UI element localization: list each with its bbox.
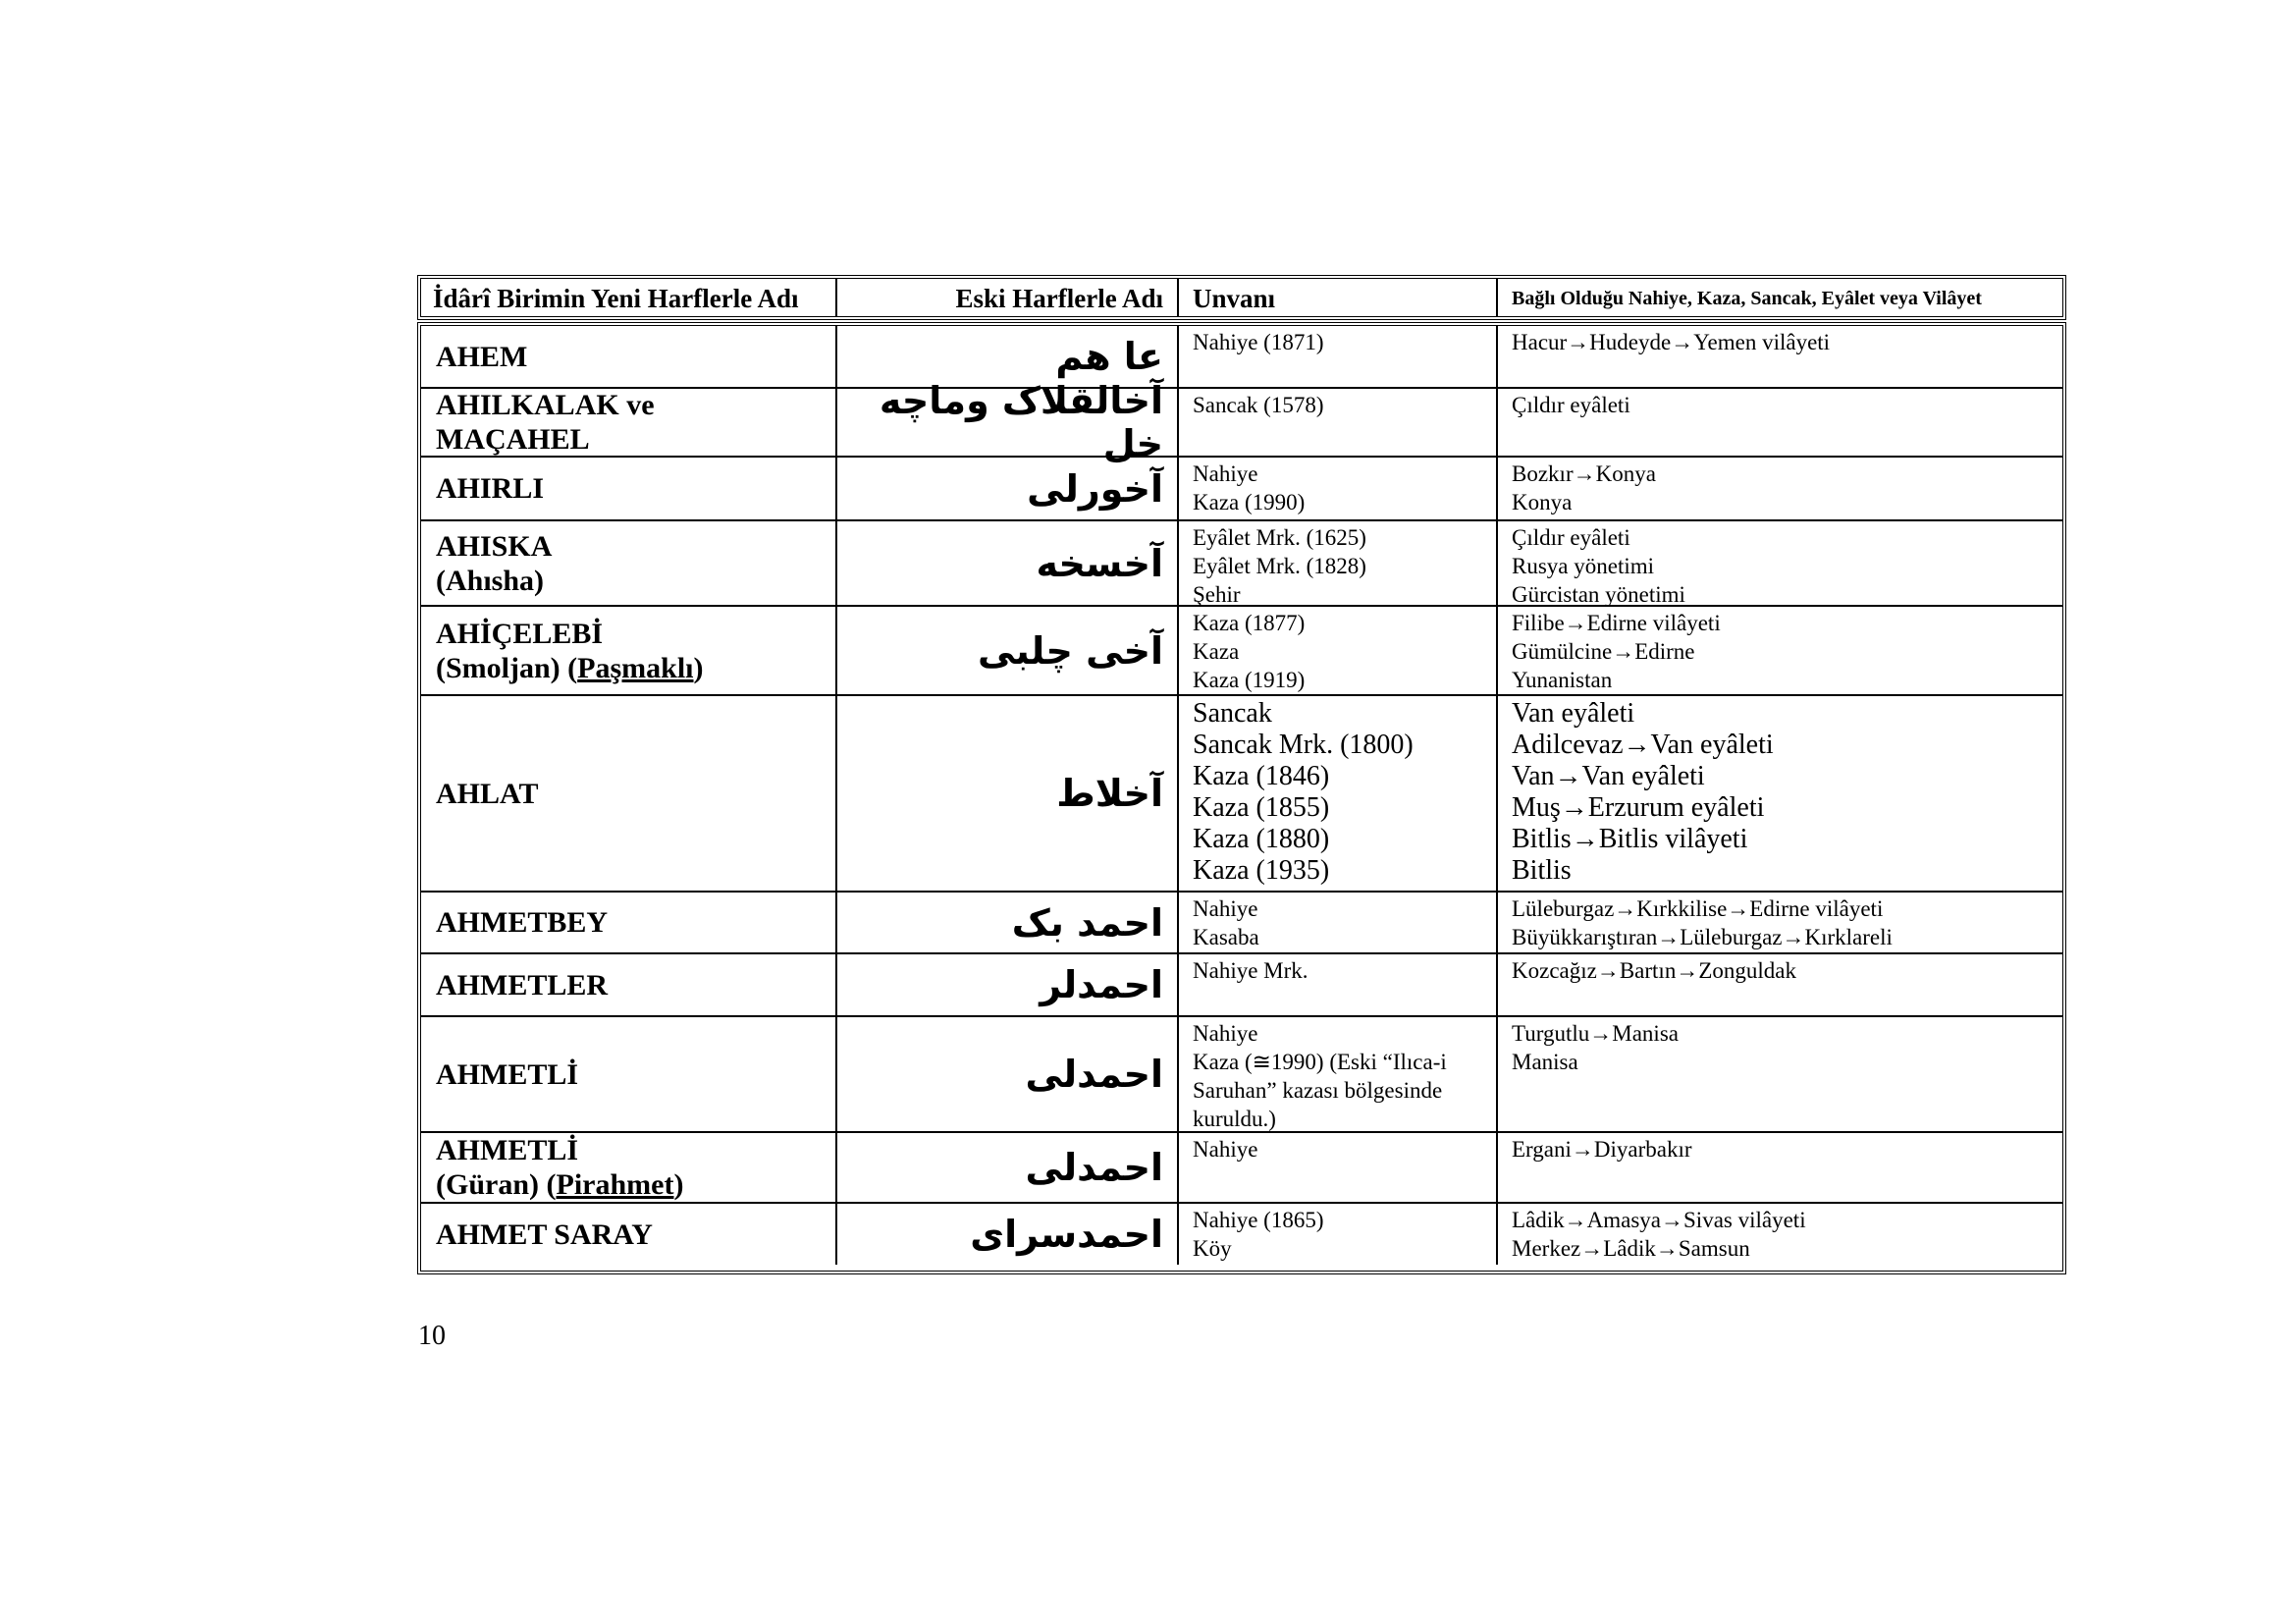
affiliation-cell xyxy=(1498,1017,2062,1131)
table-body xyxy=(417,322,2066,1274)
name-line: AHMETLİ xyxy=(436,1057,579,1091)
name-line: AHMETLER xyxy=(436,968,609,1001)
old-name-cell xyxy=(837,954,1179,1015)
header-new-name: İdârî Birimin Yeni Harflerle Adı xyxy=(421,279,837,316)
name-line: AHMETLİ xyxy=(436,1134,579,1166)
ottoman-script-name: آخی چلبی xyxy=(978,628,1163,673)
header-title: Unvanı xyxy=(1179,279,1498,316)
page-number: 10 xyxy=(418,1321,446,1351)
ottoman-script-name: احمدلی xyxy=(1025,1146,1163,1189)
affiliation-line: Konya xyxy=(1512,490,1573,514)
title-line: Nahiye xyxy=(1193,1137,1258,1162)
name-line: AHISKA xyxy=(436,529,553,563)
name-line: AHIRLI xyxy=(436,472,545,505)
table-row xyxy=(421,1017,2062,1133)
table-row xyxy=(421,326,2062,389)
affiliation-line: Gümülcine→Edirne xyxy=(1512,639,1695,664)
affiliation-line: Çıldır eyâleti xyxy=(1512,393,1630,417)
ottoman-script-name: آخسخه xyxy=(1036,541,1163,585)
ottoman-script-name: آخالقلاک وماچه خل xyxy=(879,379,1163,465)
title-cell xyxy=(1179,1133,1498,1202)
title-cell xyxy=(1179,326,1498,387)
old-name-cell xyxy=(837,458,1179,519)
old-name-cell xyxy=(837,521,1179,605)
affiliation-line: Van→Van eyâleti xyxy=(1512,761,1705,791)
new-name-cell xyxy=(421,696,837,891)
name-line: AHLAT xyxy=(436,777,539,810)
alt-name-line xyxy=(436,1167,835,1202)
new-name-cell xyxy=(421,607,837,694)
old-name-cell xyxy=(837,1133,1179,1202)
new-name-cell xyxy=(421,1133,837,1202)
affiliation-line: Adilcevaz→Van eyâleti xyxy=(1512,730,1774,760)
affiliation-line: Merkez→Lâdik→Samsun xyxy=(1512,1236,1750,1261)
old-name-cell xyxy=(837,893,1179,952)
old-name-cell xyxy=(837,1017,1179,1131)
affiliation-line: Turgutlu→Manisa xyxy=(1512,1021,1679,1046)
affiliation-line: Bitlis→Bitlis vilâyeti xyxy=(1512,824,1748,854)
new-name-cell xyxy=(421,326,837,387)
affiliation-cell xyxy=(1498,1204,2062,1265)
title-line: Kaza (1855) xyxy=(1193,792,1330,823)
new-name-cell xyxy=(421,893,837,952)
ottoman-script-name: احمد بک xyxy=(1011,900,1163,945)
new-name-cell xyxy=(421,389,837,456)
old-name-cell xyxy=(837,607,1179,694)
alt-name-suffix: ) xyxy=(673,1168,684,1201)
table-row xyxy=(421,696,2062,893)
affiliation-line: Rusya yönetimi xyxy=(1512,554,1655,578)
table-row xyxy=(421,893,2062,954)
table-row xyxy=(421,379,2062,465)
title-cell xyxy=(1179,607,1498,694)
table-row xyxy=(421,1133,2062,1204)
name-line: AHMET SARAY xyxy=(436,1218,653,1251)
table-row xyxy=(421,607,2062,696)
name-line: AHİÇELEBİ xyxy=(436,617,604,650)
title-line: Kaza (1877) xyxy=(1193,611,1306,635)
title-line: Kaza (≅1990) (Eski “Ilıca-i xyxy=(1193,1050,1447,1074)
old-name-cell xyxy=(837,326,1179,387)
alt-name-prefix: (Smoljan) ( xyxy=(436,651,578,684)
title-line: Şehir xyxy=(1193,582,1241,607)
title-cell xyxy=(1179,954,1498,1015)
affiliation-cell xyxy=(1498,1133,2062,1202)
title-line: Eyâlet Mrk. (1625) xyxy=(1193,525,1366,550)
header-row xyxy=(421,279,2062,316)
title-cell xyxy=(1179,696,1498,891)
old-name-cell xyxy=(837,1204,1179,1265)
affiliation-line: Filibe→Edirne vilâyeti xyxy=(1512,611,1721,635)
affiliation-line: Gürcistan yönetimi xyxy=(1512,582,1685,607)
title-line: Nahiye (1865) xyxy=(1193,1208,1324,1232)
name-line: (Ahısha) xyxy=(436,564,545,597)
old-name-cell xyxy=(837,379,1179,465)
affiliation-line: Çıldır eyâleti xyxy=(1512,525,1630,550)
table-row xyxy=(421,954,2062,1017)
title-cell xyxy=(1179,458,1498,519)
title-cell xyxy=(1179,1204,1498,1265)
table-row xyxy=(421,458,2062,521)
title-line: Kaza (1990) xyxy=(1193,490,1306,514)
title-cell xyxy=(1179,521,1498,605)
name-line: AHEM xyxy=(436,340,528,373)
title-cell xyxy=(1179,893,1498,952)
affiliation-cell xyxy=(1498,521,2062,605)
alt-name-line xyxy=(436,651,835,685)
affiliation-line: Van eyâleti xyxy=(1512,698,1635,729)
affiliation-cell xyxy=(1498,389,2062,456)
affiliation-line: Yunanistan xyxy=(1512,668,1613,692)
title-line: Sancak xyxy=(1193,698,1272,729)
affiliation-line: Lâdik→Amasya→Sivas vilâyeti xyxy=(1512,1208,1806,1232)
ottoman-script-name: احمدسرای xyxy=(970,1213,1163,1256)
alt-name-underlined: Pirahmet xyxy=(556,1168,674,1201)
affiliation-line: Ergani→Diyarbakır xyxy=(1512,1137,1692,1162)
affiliation-cell xyxy=(1498,607,2062,694)
table-row xyxy=(421,1204,2062,1265)
title-line: Kaza (1880) xyxy=(1193,824,1330,854)
affiliation-line: Büyükkarıştıran→Lüleburgaz→Kırklareli xyxy=(1512,925,1893,949)
title-line: Köy xyxy=(1193,1236,1232,1261)
title-line: Kaza (1935) xyxy=(1193,855,1330,886)
ottoman-script-name: آخلاط xyxy=(1056,772,1163,815)
name-line: AHMETBEY xyxy=(436,906,609,939)
affiliation-cell xyxy=(1498,458,2062,519)
new-name-cell xyxy=(421,1204,837,1265)
title-line: kuruldu.) xyxy=(1193,1107,1276,1131)
affiliation-cell xyxy=(1498,326,2062,387)
title-cell xyxy=(1179,389,1498,456)
alt-name-underlined: Paşmaklı xyxy=(577,651,694,684)
ottoman-script-name: احمدلی xyxy=(1025,1053,1163,1096)
affiliation-line: Lüleburgaz→Kırkkilise→Edirne vilâyeti xyxy=(1512,896,1884,921)
title-line: Kasaba xyxy=(1193,925,1259,949)
old-name-cell xyxy=(837,696,1179,891)
affiliation-line: Bitlis xyxy=(1512,855,1572,886)
affiliation-line: Kozcağız→Bartın→Zonguldak xyxy=(1512,958,1796,983)
title-line: Nahiye xyxy=(1193,461,1258,486)
header-affiliation: Bağlı Olduğu Nahiye, Kaza, Sancak, Eyâlet veya Vilâyet xyxy=(1512,288,1982,309)
title-line: Sancak Mrk. (1800) xyxy=(1193,730,1414,760)
table-header xyxy=(417,275,2066,320)
alt-name-suffix: ) xyxy=(693,651,704,684)
new-name-cell xyxy=(421,1017,837,1131)
title-line: Saruhan” kazası bölgesinde xyxy=(1193,1078,1443,1103)
affiliation-cell xyxy=(1498,954,2062,1015)
ottoman-script-name: عا هم xyxy=(1055,335,1163,378)
name-line: AHILKALAK ve xyxy=(436,389,655,421)
affiliation-line: Bozkır→Konya xyxy=(1512,461,1656,486)
title-line: Nahiye xyxy=(1193,1021,1258,1046)
new-name-cell xyxy=(421,458,837,519)
title-line: Sancak (1578) xyxy=(1193,393,1324,417)
name-line: MAÇAHEL xyxy=(436,423,590,456)
alt-name-prefix: (Güran) ( xyxy=(436,1168,557,1201)
title-line: Kaza xyxy=(1193,639,1240,664)
header-old-name: Eski Harflerle Adı xyxy=(837,279,1179,316)
title-line: Eyâlet Mrk. (1828) xyxy=(1193,554,1366,578)
title-line: Nahiye Mrk. xyxy=(1193,958,1308,983)
ottoman-script-name: آخورلی xyxy=(1027,466,1163,511)
affiliation-cell xyxy=(1498,696,2062,891)
affiliation-line: Manisa xyxy=(1512,1050,1578,1074)
title-line: Kaza (1919) xyxy=(1193,668,1306,692)
title-line: Kaza (1846) xyxy=(1193,761,1330,791)
affiliation-line: Muş→Erzurum eyâleti xyxy=(1512,792,1765,823)
ottoman-script-name: احمدلر xyxy=(1040,963,1163,1006)
affiliation-cell xyxy=(1498,893,2062,952)
title-line: Nahiye xyxy=(1193,896,1258,921)
affiliation-line: Hacur→Hudeyde→Yemen vilâyeti xyxy=(1512,330,1831,354)
new-name-cell xyxy=(421,954,837,1015)
new-name-cell xyxy=(421,521,837,605)
title-line: Nahiye (1871) xyxy=(1193,330,1324,354)
table-row xyxy=(421,521,2062,607)
title-cell xyxy=(1179,1017,1498,1131)
